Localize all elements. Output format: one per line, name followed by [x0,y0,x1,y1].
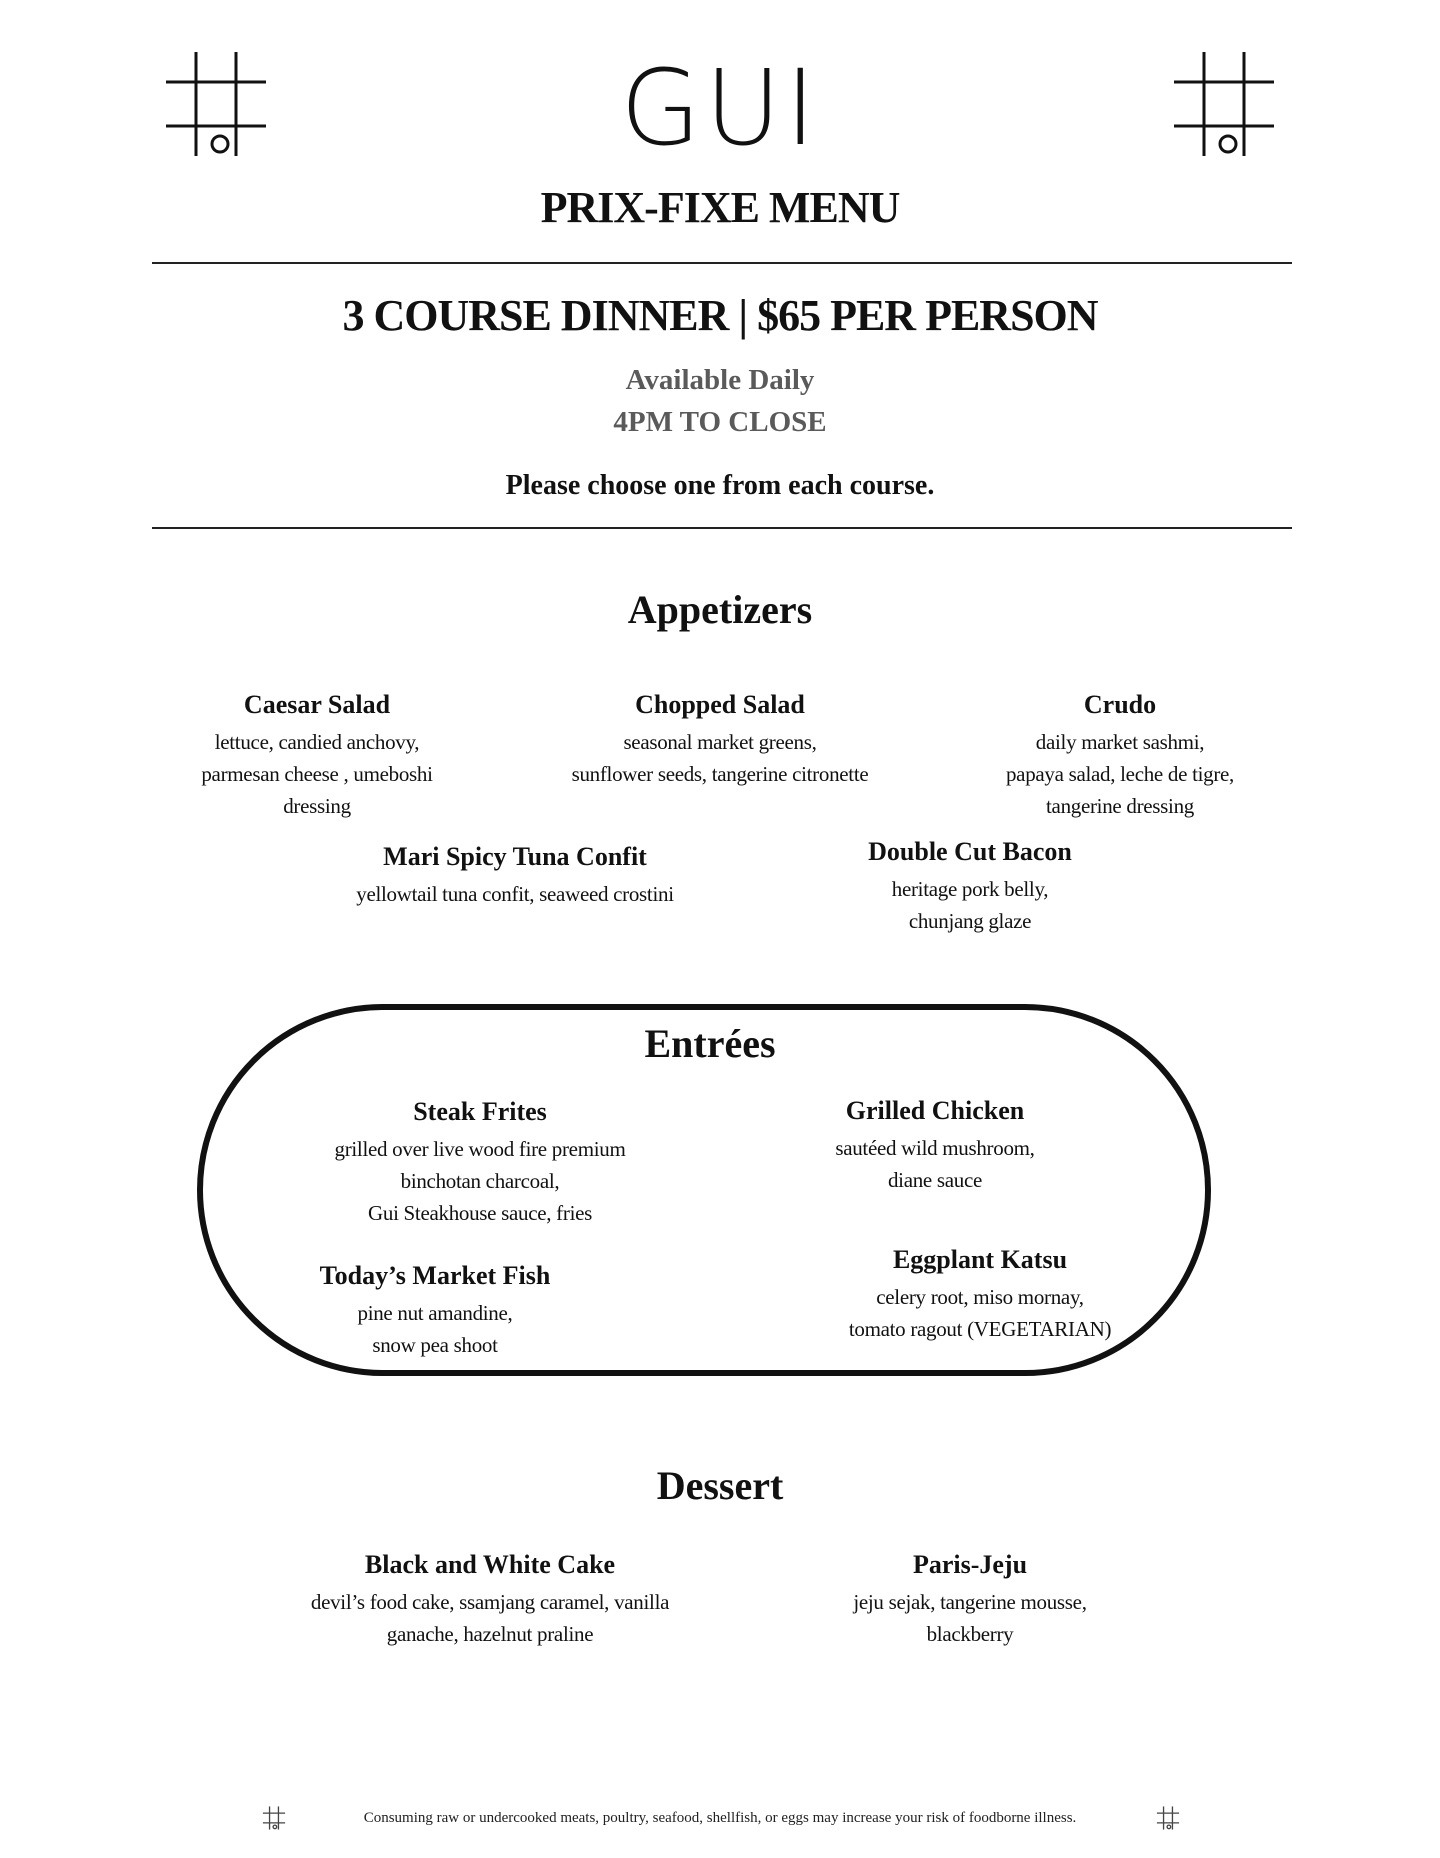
menu-item-description: pine nut amandine, snow pea shoot [357,1301,513,1357]
availability-text: Available Daily [625,364,815,396]
menu-item [300,1095,660,1229]
menu-item-description: grilled over live wood fire premium binchotan charcoal, Gui Steakhouse sauce, fries [334,1137,626,1225]
menu-item-name: Chopped Salad [635,690,805,719]
menu-item-name: Eggplant Katsu [892,1245,1068,1274]
food-safety-disclaimer: Consuming raw or undercooked meats, poultry, seafood, shellfish, or eggs may increase your risk of foodborne illness. [363,1810,1077,1826]
menu-item-description: sautéed wild mushroom, diane sauce [835,1136,1035,1192]
instruction-text: Please choose one from each course. [505,470,935,501]
menu-item [540,688,900,790]
menu-item-name: Black and White Cake [364,1550,616,1579]
menu-item-description: lettuce, candied anchovy, parmesan cheese , umeboshi dressing [201,730,433,818]
menu-item-description: celery root, miso mornay, tomato ragout (VEGETARIAN) [848,1285,1112,1341]
menu-item-description: jeju sejak, tangerine mousse, blackberry [853,1590,1087,1646]
menu-item-description: heritage pork belly, chunjang glaze [891,877,1049,933]
menu-item [290,1259,580,1361]
hours-text: 4PM TO CLOSE [613,406,827,438]
menu-item-name: Today’s Market Fish [319,1261,551,1290]
menu-item-description: devil’s food cake, ssamjang caramel, vanilla ganache, hazelnut praline [310,1590,670,1646]
menu-item-name: Grilled Chicken [845,1096,1025,1125]
menu-item [320,840,710,910]
menu-item-name: Double Cut Bacon [868,837,1072,866]
menu-item-name: Mari Spicy Tuna Confit [383,842,647,871]
divider [152,262,1292,264]
offer-headline: 3 COURSE DINNER | $65 PER PERSON [342,291,1098,340]
divider [152,527,1292,529]
menu-title: PRIX-FIXE MENU [540,183,900,232]
menu-item [290,1548,690,1650]
menu-item-name: Steak Frites [413,1097,547,1126]
menu-item [160,688,474,822]
menu-item-name: Caesar Salad [243,690,391,719]
menu-item [820,1243,1140,1345]
entrees-title: Entrées [644,1021,776,1066]
menu-item-description: daily market sashmi, papaya salad, leche de tigre, tangerine dressing [1005,730,1234,818]
menu-item [960,688,1280,822]
menu-item [820,1548,1120,1650]
dessert-title: Dessert [656,1463,784,1508]
appetizers-title: Appetizers [627,587,813,632]
menu-item-name: Crudo [1083,690,1157,719]
menu-item [810,835,1130,937]
brand-logo: GUI [620,47,820,169]
menu-item [790,1094,1080,1196]
menu-item-name: Paris-Jeju [912,1550,1028,1579]
menu-item-description: seasonal market greens, sunflower seeds, tangerine citronette [571,730,869,786]
menu-item-description: yellowtail tuna confit, seaweed crostini [356,882,674,906]
hash-circle-logo-icon [1156,1806,1180,1830]
